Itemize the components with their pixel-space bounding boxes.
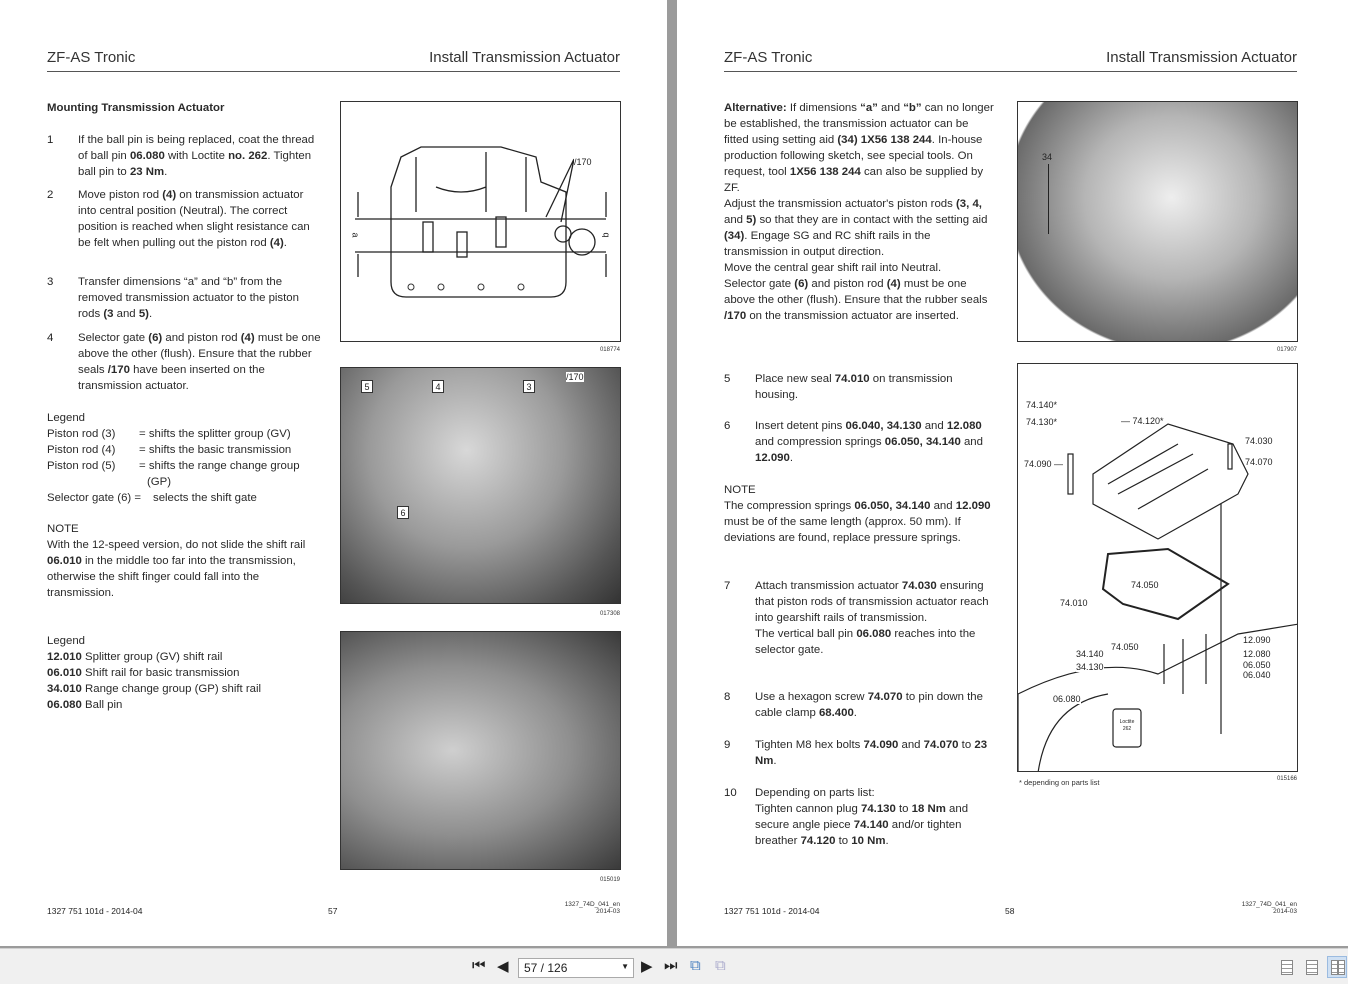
- legend-shift-rails: [47, 633, 317, 713]
- actuator-photo: [340, 367, 621, 604]
- bold-text: 12.090: [955, 500, 991, 512]
- part-label: 74.010: [1060, 598, 1088, 608]
- viewer-toolbar: [0, 948, 1348, 984]
- text: can also be supplied by ZF.: [724, 166, 984, 194]
- text: With the 12-speed version, do not slide the shift rail: [47, 539, 306, 551]
- text: If the ball pin is being replaced, coat the thread of ball pin: [78, 134, 315, 162]
- copy-icon[interactable]: ⧉: [715, 957, 726, 974]
- bold-text: (6): [148, 332, 163, 344]
- page-number: 57: [328, 906, 338, 916]
- footer-doc-number: 1327 751 101d - 2014-04: [724, 906, 820, 916]
- bold-text: /170: [107, 364, 130, 376]
- footer-date: 2014-03: [1273, 908, 1297, 915]
- bold-text: 06.040, 34.130: [845, 420, 922, 432]
- bold-text: 74.070: [923, 739, 959, 751]
- header-title: Install Transmission Actuator: [429, 49, 620, 66]
- text: to: [895, 803, 912, 815]
- two-page-view-icon: [1331, 960, 1338, 975]
- section-title: Mounting Transmission Actuator: [47, 102, 225, 114]
- single-page-view-icon[interactable]: [1281, 960, 1293, 975]
- step-text: [755, 737, 995, 769]
- step-number: 9: [724, 739, 731, 751]
- text: must be of the same length (approx. 50 mm). If deviations are found, replace pressure springs.: [724, 516, 961, 544]
- text: on transmission actuator into central position (Neutral). The correct position is reached when slight resistance can be felt when pulling out the piston rod: [78, 189, 310, 249]
- seal-label: /170: [566, 372, 584, 382]
- part-label: 34.140: [1076, 649, 1104, 659]
- dimension-a-label: a: [350, 232, 361, 238]
- bold-text: (3: [103, 308, 114, 320]
- bold-text: 18 Nm: [911, 803, 946, 815]
- text: and piston rod: [808, 278, 887, 290]
- legend-value: Ball pin: [85, 699, 123, 711]
- footer-date: 2014-03: [596, 908, 620, 915]
- part-label: 74.050: [1111, 642, 1139, 652]
- figure-number: 017907: [1276, 347, 1297, 353]
- text: Selector gate: [78, 332, 149, 344]
- step-text: [755, 689, 985, 721]
- part-label: 12.080: [1243, 649, 1271, 659]
- header-title: Install Transmission Actuator: [1106, 49, 1297, 66]
- text: can no longer be established, the transmission actuator can be fitted using setting aid: [724, 102, 994, 146]
- bold-text: 12.090: [755, 452, 790, 464]
- text: and: [930, 500, 956, 512]
- figure-number: 015019: [599, 877, 620, 883]
- text: .: [853, 707, 857, 719]
- bold-text: 23 Nm: [755, 739, 988, 767]
- loctite-label: Loctite 262: [1116, 719, 1138, 733]
- legend-value: Range change group (GP) shift rail: [85, 683, 262, 695]
- text: and: [960, 436, 983, 448]
- bold-text: 74.140: [853, 819, 889, 831]
- text: Attach transmission actuator: [755, 580, 902, 592]
- text: .: [283, 237, 287, 249]
- text: and piston rod: [162, 332, 241, 344]
- note-text: [47, 537, 312, 601]
- header-rule: [47, 71, 620, 72]
- bold-text: 06.050, 34.140: [854, 500, 931, 512]
- text: and: [898, 739, 924, 751]
- text: Depending on parts list:: [755, 787, 875, 799]
- step-number: 1: [47, 134, 54, 146]
- text: to pin down the cable clamp: [755, 691, 983, 719]
- figure-number: 015166: [1276, 776, 1297, 782]
- legend-key: Selector gate (6) =: [47, 492, 142, 504]
- step-number: 4: [47, 332, 54, 344]
- header-rule: [724, 71, 1297, 72]
- legend-key: 06.080: [47, 699, 82, 711]
- footer-ref: 1327_74D_041_en: [564, 901, 620, 908]
- text: .: [164, 166, 168, 178]
- legend-pistons: [47, 410, 317, 506]
- two-page-view-icon: [1338, 960, 1345, 975]
- text: Transfer dimensions “a” and “b” from the removed transmission actuator to the piston rods: [78, 276, 299, 320]
- step-text: [78, 330, 323, 394]
- continuous-view-icon[interactable]: [1306, 960, 1318, 975]
- bold-text: Alternative:: [724, 102, 787, 114]
- part-label: 12.090: [1243, 635, 1271, 645]
- text: Selector gate: [724, 278, 795, 290]
- text: and compression springs: [755, 436, 885, 448]
- part-label: 06.080: [1053, 694, 1081, 704]
- note-title: NOTE: [47, 523, 79, 535]
- bold-text: 5): [138, 308, 149, 320]
- step-number: 7: [724, 580, 731, 592]
- text: Insert detent pins: [755, 420, 846, 432]
- text: and: [724, 214, 747, 226]
- figure-number: 018774: [599, 347, 620, 353]
- text: to: [835, 835, 852, 847]
- text: . In-house production following sketch, see special tools. On request, tool: [724, 134, 983, 178]
- text: . Engage SG and RC shift rails in the transmission in output direction.: [724, 230, 931, 258]
- part-label: 06.050: [1243, 660, 1271, 670]
- part-label: 06.040: [1243, 670, 1271, 680]
- rotate-icon[interactable]: ⧉: [690, 957, 701, 974]
- bold-text: 10 Nm: [851, 835, 886, 847]
- part-label: 74.130*: [1026, 417, 1058, 427]
- setting-aid-photo: [1017, 101, 1298, 342]
- bold-text: (6): [794, 278, 809, 290]
- step-text: [78, 187, 323, 251]
- text: Tighten M8 hex bolts: [755, 739, 864, 751]
- text: .: [773, 755, 777, 767]
- legend-value: = shifts the splitter group (GV): [139, 428, 291, 440]
- step-number: 2: [47, 189, 54, 201]
- text: have been inserted on the transmission actuator.: [78, 364, 265, 392]
- callout-6: 6: [397, 506, 409, 519]
- bold-text: (4): [240, 332, 255, 344]
- exploded-view-diagram: [1017, 363, 1298, 772]
- callout-5: 5: [361, 380, 373, 393]
- bold-text: /170: [724, 310, 747, 322]
- bold-text: 06.010: [47, 555, 82, 567]
- text: Place new seal: [755, 373, 835, 385]
- note-title: NOTE: [724, 484, 756, 496]
- bold-text: 12.080: [946, 420, 982, 432]
- step-number: 10: [724, 787, 737, 799]
- text: and: [113, 308, 139, 320]
- seal-label: /170: [574, 157, 592, 167]
- bold-text: no. 262: [228, 150, 268, 162]
- step-number: 3: [47, 276, 54, 288]
- legend-value: Splitter group (GV) shift rail: [85, 651, 223, 663]
- step-text: [78, 132, 323, 180]
- part-label: 74.090 —: [1024, 459, 1064, 469]
- step-text: [755, 578, 995, 658]
- part-label: 34.130: [1076, 662, 1104, 672]
- paragraph: [724, 276, 996, 324]
- bold-text: (34): [724, 230, 745, 242]
- paragraph: [755, 578, 995, 626]
- text: Move piston rod: [78, 189, 163, 201]
- alternative-text: [724, 100, 996, 324]
- text: must be one above the other (flush). Ensure that the rubber seals: [78, 332, 321, 376]
- dimension-b-label: b: [600, 232, 611, 238]
- paragraph: [755, 785, 990, 801]
- bold-text: 74.090: [863, 739, 899, 751]
- text: and: [921, 420, 947, 432]
- text: Adjust the transmission actuator's piston rods: [724, 198, 956, 210]
- paragraph: [724, 196, 996, 260]
- bold-text: 5): [746, 214, 757, 226]
- bold-text: 06.050, 34.140: [884, 436, 961, 448]
- part-label: — 74.120*: [1121, 416, 1164, 426]
- bold-text: 74.030: [901, 580, 937, 592]
- legend-key: 34.010: [47, 683, 82, 695]
- bold-text: (4): [269, 237, 284, 249]
- bold-text: “a”: [860, 102, 878, 114]
- bold-text: 23 Nm: [129, 166, 165, 178]
- part-label: 74.070: [1245, 457, 1273, 467]
- text: Use a hexagon screw: [755, 691, 868, 703]
- footer-doc-number: 1327 751 101d - 2014-04: [47, 906, 143, 916]
- legend-key: Piston rod (3): [47, 428, 116, 440]
- text: The vertical ball pin: [755, 628, 857, 640]
- callout-4: 4: [432, 380, 444, 393]
- note-text: [724, 498, 992, 546]
- text: The compression springs: [724, 500, 855, 512]
- step-text: [755, 785, 990, 849]
- actuator-drawing-icon: [341, 102, 621, 342]
- step-number: 5: [724, 373, 731, 385]
- part-label: 74.030: [1245, 436, 1273, 446]
- last-page-icon[interactable]: ⏭: [664, 957, 678, 974]
- legend-key: Piston rod (4): [47, 444, 116, 456]
- step-text: [755, 418, 985, 466]
- two-page-view-button[interactable]: [1327, 956, 1347, 978]
- part-label: 74.140*: [1026, 400, 1058, 410]
- next-page-icon[interactable]: ▶: [641, 958, 653, 975]
- text: .: [885, 835, 889, 847]
- chevron-down-icon[interactable]: ▼: [621, 962, 629, 971]
- bold-text: 06.080: [129, 150, 165, 162]
- step-number: 6: [724, 420, 731, 432]
- bold-text: “b”: [903, 102, 922, 114]
- text: to: [958, 739, 975, 751]
- bold-text: (34) 1X56 138 244: [837, 134, 932, 146]
- text: reaches into the selector gate.: [755, 628, 976, 656]
- paragraph: [755, 801, 990, 849]
- paragraph: [755, 626, 995, 658]
- header-product: ZF-AS Tronic: [724, 49, 813, 66]
- footnote: * depending on parts list: [1019, 778, 1100, 787]
- text: in the middle too far into the transmission, otherwise the shift finger could fall into the transmission.: [47, 555, 296, 599]
- text: . Tighten ball pin to: [78, 150, 312, 178]
- legend-value: selects the shift gate: [153, 492, 257, 504]
- text: ensuring that piston rods of transmission actuator reach into gearshift rails of transmission.: [755, 580, 989, 624]
- legend-title: Legend: [47, 635, 86, 647]
- callout-34: 34: [1042, 152, 1053, 162]
- header-product: ZF-AS Tronic: [47, 49, 136, 66]
- bold-text: 74.120: [800, 835, 836, 847]
- actuator-line-drawing: [340, 101, 621, 342]
- text: and/or tighten breather: [755, 819, 962, 847]
- text: and: [877, 102, 904, 114]
- text: on transmission housing.: [755, 373, 953, 401]
- bold-text: (4): [162, 189, 177, 201]
- text: with Loctite: [164, 150, 229, 162]
- legend-key: Piston rod (5): [47, 460, 116, 472]
- legend-key: 12.010: [47, 651, 82, 663]
- legend-value: Shift rail for basic transmission: [85, 667, 240, 679]
- bold-text: (3, 4,: [956, 198, 982, 210]
- text: If dimensions: [786, 102, 861, 114]
- bold-text: 06.080: [856, 628, 892, 640]
- legend-title: Legend: [47, 412, 86, 424]
- bold-text: 1X56 138 244: [789, 166, 861, 178]
- text: so that they are in contact with the setting aid: [756, 214, 988, 226]
- page-number-input[interactable]: [518, 958, 634, 978]
- part-label: 74.050: [1131, 580, 1159, 590]
- page-number: 58: [1005, 906, 1015, 916]
- paragraph: [724, 100, 996, 196]
- pdf-page-57: [0, 0, 667, 946]
- text: .: [148, 308, 153, 320]
- figure-number: 017308: [599, 611, 620, 617]
- bold-text: 74.070: [867, 691, 903, 703]
- bold-text: 68.400: [818, 707, 854, 719]
- bold-text: 74.010: [834, 373, 870, 385]
- legend-key: 06.010: [47, 667, 82, 679]
- text: .: [789, 452, 794, 464]
- page-number-value: 57 / 126: [524, 961, 568, 975]
- step-number: 8: [724, 691, 731, 703]
- first-page-icon[interactable]: ⏮: [472, 957, 486, 974]
- bold-text: (4): [886, 278, 901, 290]
- step-text: [755, 371, 980, 403]
- text: Move the central gear shift rail into Neutral.: [724, 262, 942, 274]
- bold-text: 74.130: [860, 803, 896, 815]
- text: must be one above the other (flush). Ensure that the rubber seals: [724, 278, 988, 306]
- text: on the transmission actuator are inserted.: [746, 310, 959, 322]
- legend-value: = shifts the range change group (GP): [139, 460, 300, 488]
- text: Tighten cannon plug: [755, 803, 861, 815]
- pdf-page-58: [677, 0, 1348, 946]
- previous-page-icon[interactable]: ◀: [497, 958, 509, 975]
- legend-value: = shifts the basic transmission: [139, 444, 292, 456]
- step-text: [78, 274, 323, 322]
- callout-3: 3: [523, 380, 535, 393]
- footer-ref: 1327_74D_041_en: [1241, 901, 1297, 908]
- paragraph: [724, 260, 996, 276]
- text: and secure angle piece: [755, 803, 969, 831]
- shift-rails-photo: [340, 631, 621, 870]
